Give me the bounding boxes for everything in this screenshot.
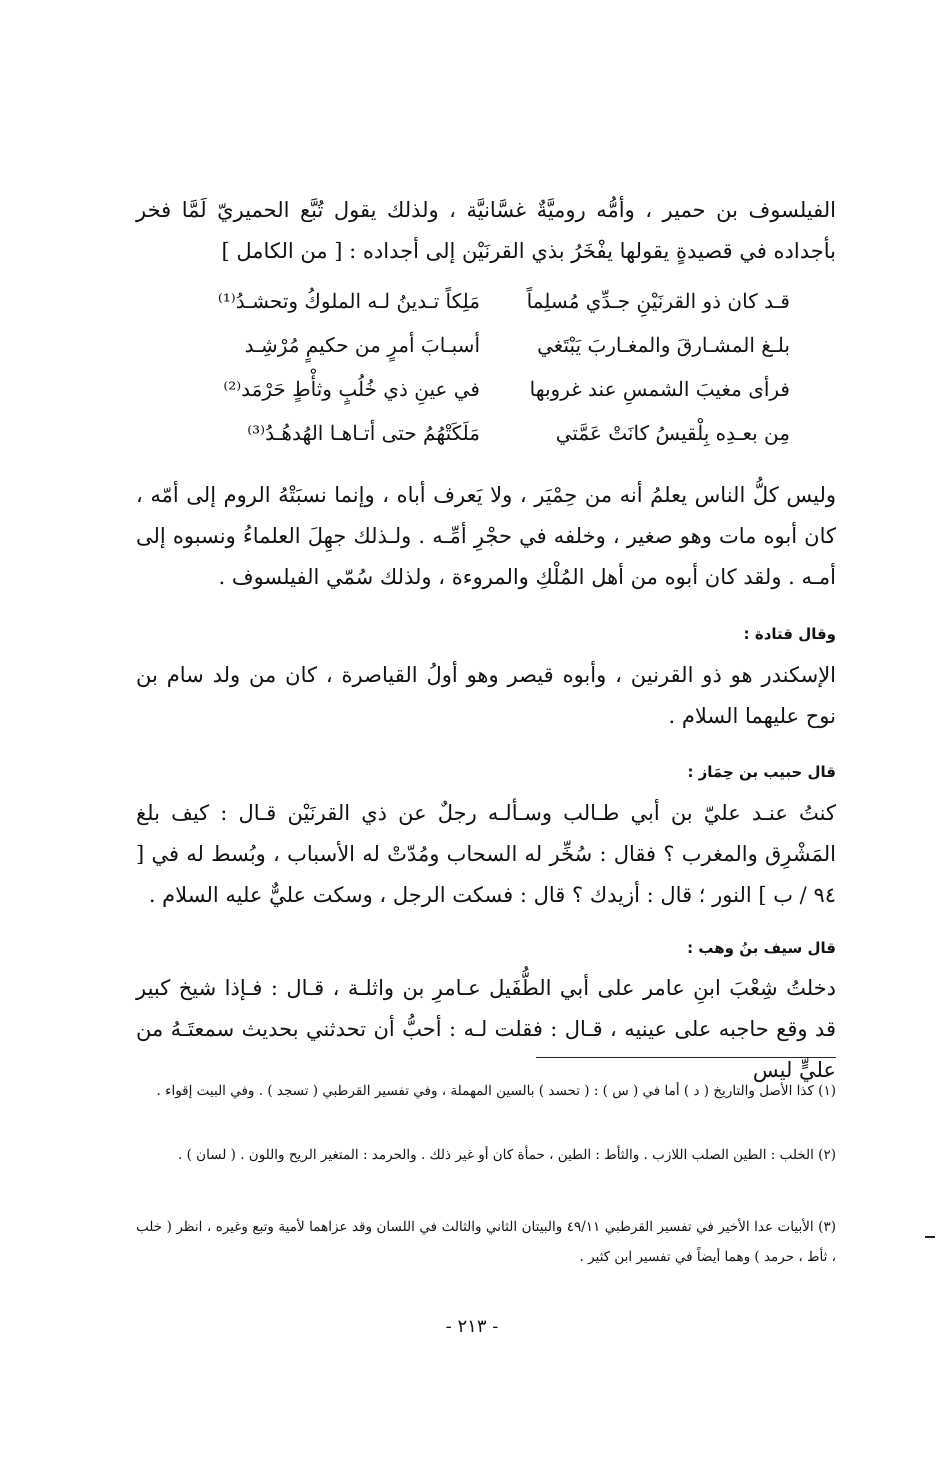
verse-second-hemistich: مَلِكاً تـدينُ لـه الملوكُ وتحشـدُ⁽¹⁾ <box>217 289 480 313</box>
margin-mark <box>925 1236 935 1238</box>
verse-second-hemistich: أسبـابَ أمرٍ من حكيمٍ مُرْشِـد <box>244 333 480 357</box>
paragraph-lineage: وليس كلُّ الناس يعلمُ أنه من حِمْيَر ، ولا يَعرف أباه ، وإنما نسبَتْهُ الروم إلى أمّه ، كان أبوه مات وهو صغير ، وخلفه في حجْرِ أمِّـه . ولـذلك جهِلَ العلماءُ ونسبوه إلى أمـه . ولقد كان أبوه من أهل المُلْكِ والمروءة ، ولذلك سُمّي الفيلسوف . <box>136 483 836 589</box>
footnote-1: (١) كذا الأصل والتاريخ ( د ) أما في ( س ) : ( تحسد ) بالسين المهملة ، وفي تفسير القرطبي ( تسجد ) . وفي البيت إقواء . <box>156 1083 836 1099</box>
verse-second-hemistich: في عينِ ذي خُلُبٍ وثأْطٍ حَرْمَد⁽²⁾ <box>223 377 480 401</box>
intro-paragraph: الفيلسوف بن حمير ، وأمُّه روميَّةٌ غسَّانيَّة ، ولذلك يقول تُبَّع الحميريّ لَمَّا فخر بأجداده في قصيدةٍ يقولها يفْخَرُ بذي القرنَيْن إلى أجداده : [ من الكامل ] <box>136 198 836 263</box>
page-number: - ٢١٣ - <box>445 1316 499 1337</box>
verse-second-hemistich: مَلَكَتْهُمُ حتى أتـاهـا الهُدهُـدُ⁽³⁾ <box>247 421 480 445</box>
footnote-2: (٢) الخلب : الطين الصلب اللازب . والثأط : الطين ، حمأة كان أو غير ذلك . والحرمد : المتغير الريح واللون . ( لسان ) . <box>178 1147 836 1163</box>
paragraph-habib: كنتُ عنـد عليّ بن أبي طـالب وسـألـه رجلٌ عن ذي القرنَيْن قـال : كيف بلغ المَشْرِق والمغرب ؟ فقال : سُخِّر له السحاب ومُدّتْ له الأسباب ، وبُسط له في [ ٩٤ / ب ] النور ؛ قال : أزيدك ؟ قال : فسكت الرجل ، وسكت عليٌّ عليه السلام . <box>136 801 836 907</box>
section-heading-sayf: قال سيف بنُ وهب : <box>687 939 836 957</box>
poem-verse <box>200 323 790 367</box>
section-heading-habib: قال حبيب بن حِمَاز : <box>687 763 836 781</box>
poem <box>200 279 790 455</box>
poem-verse <box>200 367 790 411</box>
verse-first-hemistich: فرأى مغيبَ الشمسِ عند غروبها <box>529 377 790 401</box>
verse-first-hemistich: قـد كان ذو القرنَيْنِ جـدِّي مُسلِماً <box>526 289 790 313</box>
footnote-separator <box>536 1057 836 1058</box>
verse-first-hemistich: بلـغ المشـارقَ والمغـاربَ يَبْتَغي <box>537 333 790 357</box>
section-heading-qatada: وقال قتادة : <box>743 625 836 643</box>
verse-first-hemistich: مِن بعـدِه بِلْقيسُ كانَتْ عَمَّتي <box>555 421 790 445</box>
footnote-3: (٣) الأبيات عدا الأخير في تفسير القرطبي ٤٩/١١ والبيتان الثاني والثالث في اللسان وقد عزاهما لأمية وتبع وغيره ، انظر ( خلب ، ثأط ، حرمد ) وهما أيضاً في تفسير ابن كثير . <box>136 1219 836 1265</box>
paragraph-qatada: الإسكندر هو ذو القرنين ، وأبوه قيصر وهو أولُ القياصرة ، كان من ولد سام بن نوح عليهما السلام . <box>136 663 836 728</box>
paragraph-sayf: دخلتُ شِعْبَ ابنِ عامر على أبي الطُّفَيل عـامرِ بن واثلـة ، قـال : فـإذا شيخ كبير قد وقع حاجبه على عينيه ، قـال : فقلت لـه : أحبُّ أن تحدثني بحديث سمعتَـهُ من عليٍّ ليس <box>136 976 836 1082</box>
poem-verse <box>200 411 790 455</box>
poem-verse <box>200 279 790 323</box>
